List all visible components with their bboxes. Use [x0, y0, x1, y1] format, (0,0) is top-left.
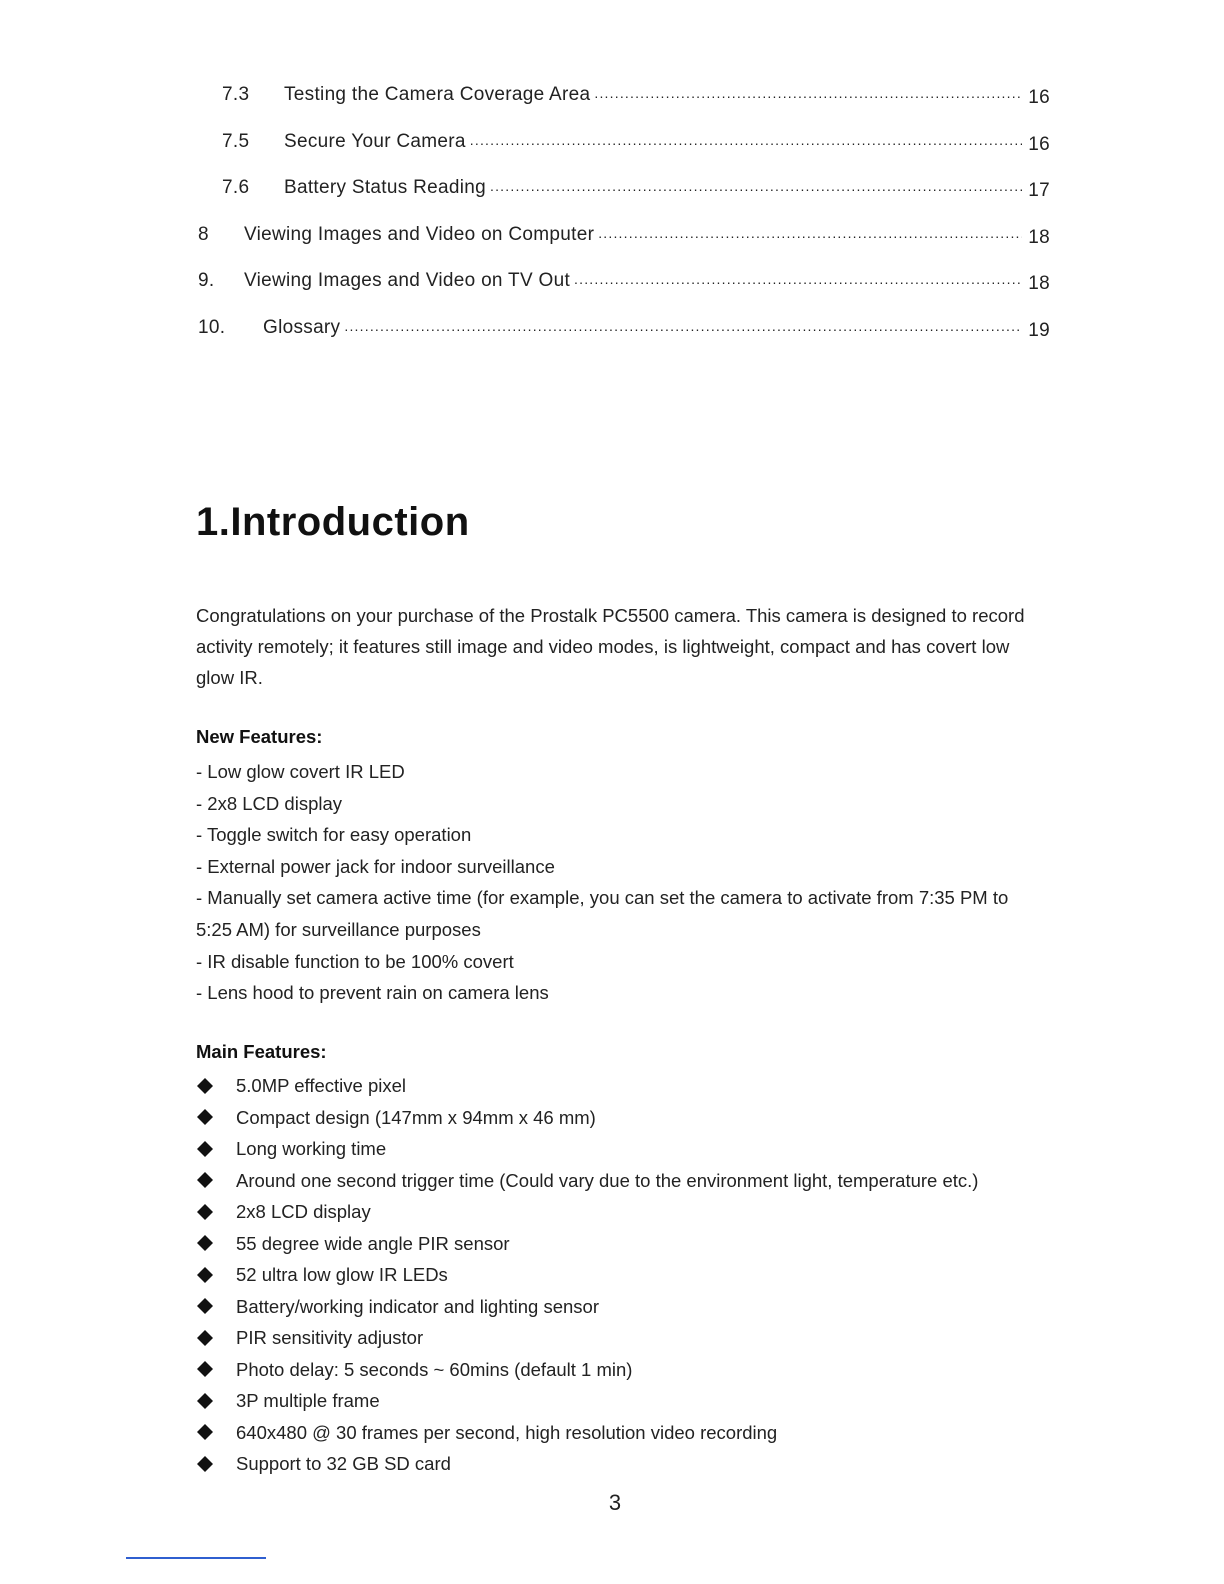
toc-title: Glossary: [263, 316, 341, 338]
list-item: - External power jack for indoor surveillance: [196, 855, 555, 877]
list-item: - Low glow covert IR LED: [196, 761, 405, 782]
toc-entry[interactable]: [198, 317, 1050, 364]
list-item-text: 2x8 LCD display: [236, 1201, 371, 1222]
list-item: [196, 1102, 1056, 1134]
toc-entry[interactable]: [198, 224, 1050, 271]
diamond-bullet-icon: [196, 1203, 214, 1221]
list-item: [196, 1385, 1056, 1417]
list-item: - IR disable function to be 100% covert: [196, 950, 514, 972]
toc-leader: [598, 222, 1022, 244]
list-item: [196, 1165, 1056, 1197]
list-item: [196, 1322, 1056, 1354]
diamond-bullet-icon: [196, 1140, 214, 1158]
diamond-bullet-icon: [196, 1455, 214, 1473]
toc-page: 16: [1028, 133, 1050, 155]
diamond-bullet-icon: [196, 1171, 214, 1189]
list-item-text: Long working time: [236, 1138, 387, 1159]
list-item-text: Compact design (147mm x 94mm x 46 mm): [236, 1106, 596, 1128]
toc-number: 10.: [198, 316, 226, 338]
toc-leader: [574, 268, 1022, 290]
intro-paragraph: Congratulations on your purchase of the Prostalk PC5500 camera. This camera is designed to record activity remotely; it features still image and video modes, is lightweight, compact and has covert low glow IR.: [196, 605, 1025, 688]
list-item-text: 3P multiple frame: [236, 1390, 380, 1411]
diamond-bullet-icon: [196, 1329, 214, 1347]
main-features-heading: Main Features:: [196, 1041, 327, 1062]
toc-page: 16: [1028, 87, 1050, 108]
toc-number: 9.: [198, 270, 215, 291]
toc-number: 8: [198, 223, 209, 245]
list-item-text: 55 degree wide angle PIR sensor: [236, 1232, 510, 1254]
list-item: [196, 1448, 1056, 1480]
page-number: 3: [608, 1490, 622, 1515]
diamond-bullet-icon: [196, 1108, 214, 1126]
toc-leader: [490, 175, 1022, 197]
toc-title: Secure Your Camera: [284, 130, 466, 152]
list-item-text: Battery/working indicator and lighting sensor: [236, 1295, 599, 1317]
list-item: [196, 1291, 1056, 1323]
toc-number: 7.6: [222, 177, 250, 198]
toc-leader: [594, 82, 1022, 104]
new-features-list: [196, 756, 1046, 1009]
list-item-text: PIR sensitivity adjustor: [236, 1327, 424, 1348]
diamond-bullet-icon: [196, 1266, 214, 1284]
main-features-list: [196, 1070, 1056, 1480]
list-item-text: Photo delay: 5 seconds ~ 60mins (default 1 min): [236, 1358, 633, 1380]
toc-title: Viewing Images and Video on Computer: [244, 223, 595, 245]
toc-title: Battery Status Reading: [284, 177, 486, 198]
toc-leader: [470, 129, 1022, 151]
diamond-bullet-icon: [196, 1392, 214, 1410]
list-item-text: 640x480 @ 30 frames per second, high resolution video recording: [236, 1421, 778, 1443]
diamond-bullet-icon: [196, 1077, 214, 1095]
list-item: - Manually set camera active time (for example, you can set the camera to activate from 7:35 PM to 5:25 AM) for surveillance purposes: [196, 887, 1009, 940]
diamond-bullet-icon: [196, 1297, 214, 1315]
table-of-contents: [198, 84, 1050, 363]
toc-page: 18: [1028, 226, 1050, 248]
list-item-text: 5.0MP effective pixel: [236, 1075, 407, 1096]
list-item-text: Support to 32 GB SD card: [236, 1453, 451, 1474]
diamond-bullet-icon: [196, 1360, 214, 1378]
toc-entry[interactable]: [198, 131, 1050, 178]
list-item-text: 52 ultra low glow IR LEDs: [236, 1264, 448, 1285]
toc-page: 17: [1028, 180, 1050, 201]
toc-entry[interactable]: [198, 270, 1050, 317]
new-features-heading: New Features:: [196, 726, 323, 747]
list-item: [196, 1259, 1056, 1291]
toc-title: Testing the Camera Coverage Area: [284, 84, 591, 105]
section-heading: 1.Introduction: [196, 500, 470, 544]
toc-title: Viewing Images and Video on TV Out: [244, 270, 571, 291]
list-item: [196, 1354, 1056, 1386]
list-item: [196, 1417, 1056, 1449]
list-item: [196, 1133, 1056, 1165]
diamond-bullet-icon: [196, 1234, 214, 1252]
list-item: [196, 1196, 1056, 1228]
list-item-text: Around one second trigger time (Could vary due to the environment light, temperature etc.): [236, 1169, 979, 1191]
footnote-divider: [126, 1557, 266, 1559]
list-item: - Lens hood to prevent rain on camera lens: [196, 982, 549, 1004]
toc-number: 7.5: [222, 130, 250, 152]
toc-leader: [344, 315, 1022, 337]
toc-page: 18: [1028, 273, 1050, 294]
toc-entry[interactable]: [198, 177, 1050, 224]
list-item: - Toggle switch for easy operation: [196, 824, 472, 846]
toc-page: 19: [1028, 319, 1050, 341]
list-item: - 2x8 LCD display: [196, 792, 343, 814]
toc-number: 7.3: [222, 84, 250, 105]
list-item: [196, 1228, 1056, 1260]
list-item: [196, 1070, 1056, 1102]
toc-entry[interactable]: [198, 84, 1050, 131]
diamond-bullet-icon: [196, 1423, 214, 1441]
